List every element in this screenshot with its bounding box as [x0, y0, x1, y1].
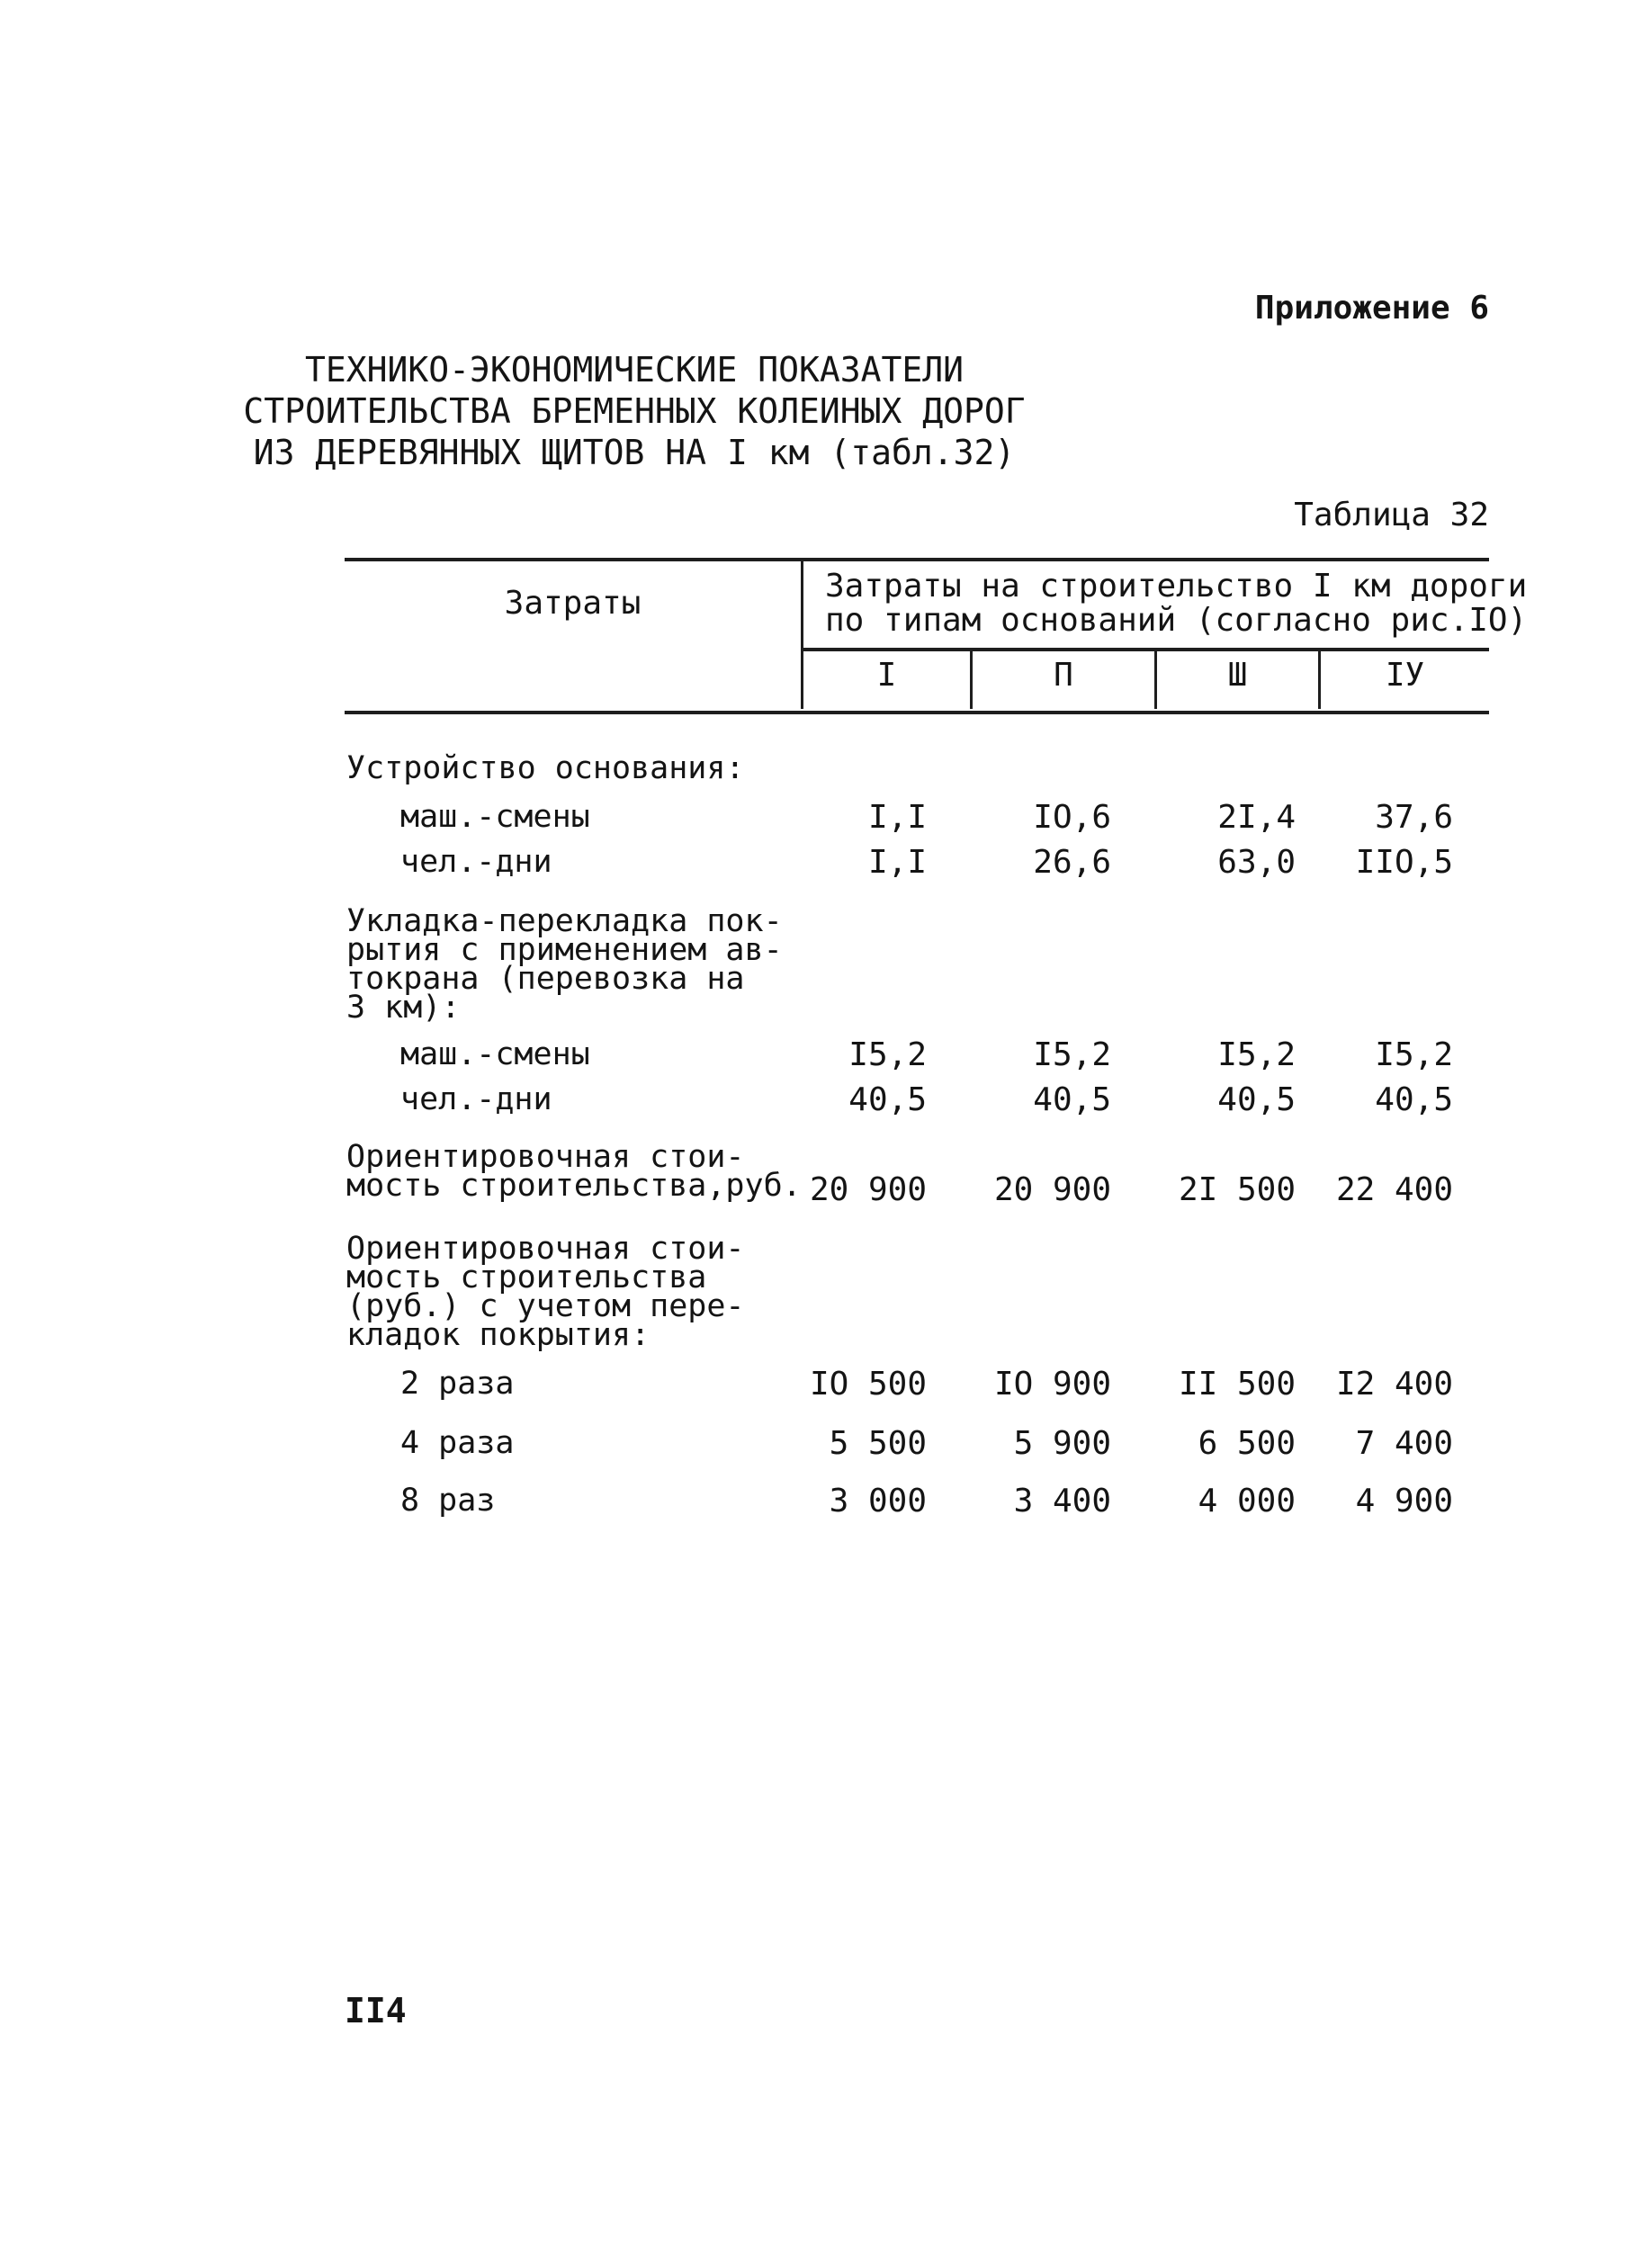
- table-cell: 20 900: [809, 1171, 927, 1208]
- header-group-line-2: по типам оснований (согласно рис.IO): [825, 602, 1528, 639]
- page-number: II4: [345, 1991, 407, 2030]
- row-label: маш.-смены: [400, 799, 590, 835]
- column-header-II: П: [1054, 657, 1073, 694]
- table-cell: 3 400: [1013, 1483, 1111, 1519]
- column-header-III: Ш: [1227, 657, 1248, 694]
- table-cell: II 500: [1178, 1366, 1296, 1403]
- row-label: 2 раза: [400, 1366, 515, 1402]
- row-label: маш.-смены: [400, 1036, 590, 1072]
- row-label: чел.-дни: [400, 844, 552, 880]
- row-label: 4 раза: [400, 1425, 515, 1461]
- table-top-rule: [345, 558, 1489, 561]
- table-cell: 40,5: [1217, 1081, 1296, 1118]
- appendix-label: Приложение 6: [1254, 290, 1489, 327]
- table-cell: 63,0: [1217, 844, 1296, 881]
- title-line-1: ТЕХНИКО-ЭКОНОМИЧЕСКИЕ ПОКАЗАТЕЛИ: [304, 350, 965, 390]
- table-cell: I5,2: [1033, 1036, 1111, 1073]
- table-cell: 20 900: [993, 1171, 1111, 1208]
- table-cell: 40,5: [848, 1081, 927, 1118]
- header-mid-rule: [803, 648, 1489, 651]
- table-cell: IO 500: [809, 1366, 927, 1403]
- row-label: 8 раз: [400, 1483, 496, 1519]
- table-cell: IO,6: [1033, 799, 1111, 836]
- title-line-3: ИЗ ДЕРЕВЯННЫХ ЩИТОВ НА I км (табл.32): [253, 433, 1016, 472]
- section-label-cost-relay: Ориентировочная стои- мость строительства (руб.) с учетом пере- кладок покрытия:: [346, 1231, 745, 1353]
- table-cell: I,I: [867, 844, 927, 881]
- table-cell: 3 000: [829, 1483, 927, 1519]
- table-cell: 37,6: [1375, 799, 1453, 836]
- table-cell: 40,5: [1375, 1081, 1453, 1118]
- section-label-base: Устройство основания:: [346, 750, 745, 786]
- table-cell: IIO,5: [1355, 844, 1453, 881]
- table-cell: 2I,4: [1217, 799, 1296, 836]
- table-cell: 5 900: [1013, 1425, 1111, 1462]
- header-bottom-rule: [345, 711, 1489, 714]
- header-group-line-1: Затраты на строительство I км дороги: [825, 568, 1528, 605]
- header-costs: Затраты: [504, 585, 642, 622]
- table-cell: 4 000: [1198, 1483, 1296, 1519]
- table-cell: 40,5: [1033, 1081, 1111, 1118]
- table-cell: 26,6: [1033, 844, 1111, 881]
- table-cell: I5,2: [1375, 1036, 1453, 1073]
- table-cell: 5 500: [829, 1425, 927, 1462]
- table-cell: IO 900: [993, 1366, 1111, 1403]
- table-cell: I5,2: [1217, 1036, 1296, 1073]
- section-label-laying: Укладка-перекладка пок- рытия с применением ав- токрана (перевозка на 3 км):: [346, 903, 783, 1026]
- title-line-2: СТРОИТЕЛЬСТВА БРЕМЕННЫХ КОЛЕИНЫХ ДОРОГ: [243, 391, 1026, 431]
- column-header-I: I: [876, 657, 897, 694]
- table-cell: I,I: [867, 799, 927, 836]
- column-header-IV: IУ: [1385, 657, 1425, 694]
- table-cell: I5,2: [848, 1036, 927, 1073]
- table-cell: 4 900: [1355, 1483, 1453, 1519]
- row-label: чел.-дни: [400, 1081, 552, 1117]
- table-cell: 22 400: [1335, 1171, 1453, 1208]
- table-label: Таблица 32: [1294, 497, 1489, 533]
- section-label-cost: Ориентировочная стои- мость строительства,руб.: [346, 1139, 802, 1204]
- table-cell: 7 400: [1355, 1425, 1453, 1462]
- table-cell: 2I 500: [1178, 1171, 1296, 1208]
- table-cell: I2 400: [1335, 1366, 1453, 1403]
- table-cell: 6 500: [1198, 1425, 1296, 1462]
